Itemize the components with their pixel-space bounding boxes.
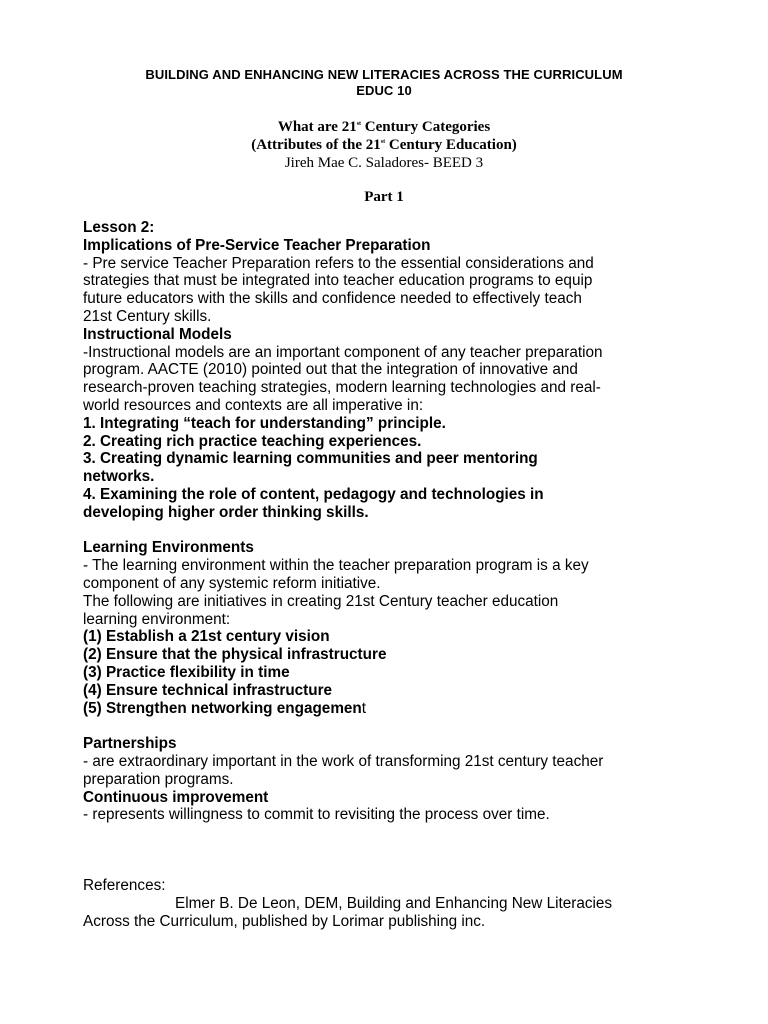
document-body bbox=[83, 219, 693, 931]
list-item: (1) Establish a 21st century vision bbox=[83, 628, 330, 646]
list-item: networks. bbox=[83, 468, 155, 486]
paragraph-line: program. AACTE (2010) pointed out that the integration of innovative and bbox=[83, 361, 578, 379]
list-item: (5) Strengthen networking engagement bbox=[83, 699, 367, 717]
blank-line bbox=[83, 842, 693, 860]
blank-line bbox=[83, 717, 693, 735]
references-label: References: bbox=[83, 877, 166, 895]
document-header bbox=[0, 67, 768, 99]
paragraph-line: research-proven teaching strategies, modern learning technologies and real- bbox=[83, 379, 601, 397]
lesson-heading: Implications of Pre-Service Teacher Preparation bbox=[83, 236, 431, 254]
paragraph-line: The following are initiatives in creating 21st Century teacher education bbox=[83, 592, 559, 610]
lesson-line: strategies that must be integrated into teacher education programs to equip bbox=[83, 272, 593, 290]
author-line: Jireh Mae C. Saladores- BEED 3 bbox=[284, 155, 484, 171]
list-item: 2. Creating rich practice teaching experiences. bbox=[83, 432, 422, 450]
blank-line bbox=[83, 860, 693, 878]
lesson-line: 21st Century skills. bbox=[83, 307, 212, 325]
topic-subtitle: (Attributes of the 21st Century Education) bbox=[251, 137, 517, 153]
learning-environments-heading: Learning Environments bbox=[83, 539, 254, 557]
blank-line bbox=[83, 824, 693, 842]
list-item: 4. Examining the role of content, pedagogy and technologies in bbox=[83, 485, 544, 503]
paragraph-line: -Instructional models are an important component of any teacher preparation bbox=[83, 343, 603, 361]
lesson-line: - Pre service Teacher Preparation refers to the essential considerations and bbox=[83, 254, 594, 272]
instructional-models-heading: Instructional Models bbox=[83, 325, 232, 343]
list-item: developing higher order thinking skills. bbox=[83, 503, 369, 521]
reference-line: Across the Curriculum, published by Lorimar publishing inc. bbox=[83, 913, 486, 931]
list-item: (4) Ensure technical infrastructure bbox=[83, 681, 333, 699]
document-title: BUILDING AND ENHANCING NEW LITERACIES ACROSS THE CURRICULUM bbox=[145, 67, 623, 82]
lesson-label: Lesson 2: bbox=[83, 219, 155, 236]
list-item: 3. Creating dynamic learning communities and peer mentoring bbox=[83, 450, 538, 468]
part-heading: Part 1 bbox=[364, 189, 404, 205]
paragraph-line: learning environment: bbox=[83, 610, 231, 628]
topic-header bbox=[0, 118, 768, 172]
continuous-improvement-heading: Continuous improvement bbox=[83, 788, 269, 806]
paragraph-line: - The learning environment within the teacher preparation program is a key bbox=[83, 557, 589, 575]
topic-title: What are 21st Century Categories bbox=[277, 119, 491, 135]
course-code: EDUC 10 bbox=[356, 83, 412, 98]
list-item: 1. Integrating “teach for understanding” principle. bbox=[83, 414, 446, 432]
paragraph-line: - are extraordinary important in the work of transforming 21st century teacher bbox=[83, 752, 604, 770]
paragraph-line: preparation programs. bbox=[83, 770, 234, 788]
list-item: (2) Ensure that the physical infrastructure bbox=[83, 646, 387, 664]
reference-line: Elmer B. De Leon, DEM, Building and Enhancing New Literacies bbox=[175, 895, 613, 913]
blank-line bbox=[83, 522, 693, 540]
lesson-line: future educators with the skills and confidence needed to effectively teach bbox=[83, 290, 582, 308]
paragraph-line: - represents willingness to commit to revisiting the process over time. bbox=[83, 806, 550, 824]
partnerships-heading: Partnerships bbox=[83, 735, 177, 753]
list-item: (3) Practice flexibility in time bbox=[83, 663, 290, 681]
paragraph-line: world resources and contexts are all imperative in: bbox=[83, 396, 424, 414]
paragraph-line: component of any systemic reform initiative. bbox=[83, 574, 381, 592]
